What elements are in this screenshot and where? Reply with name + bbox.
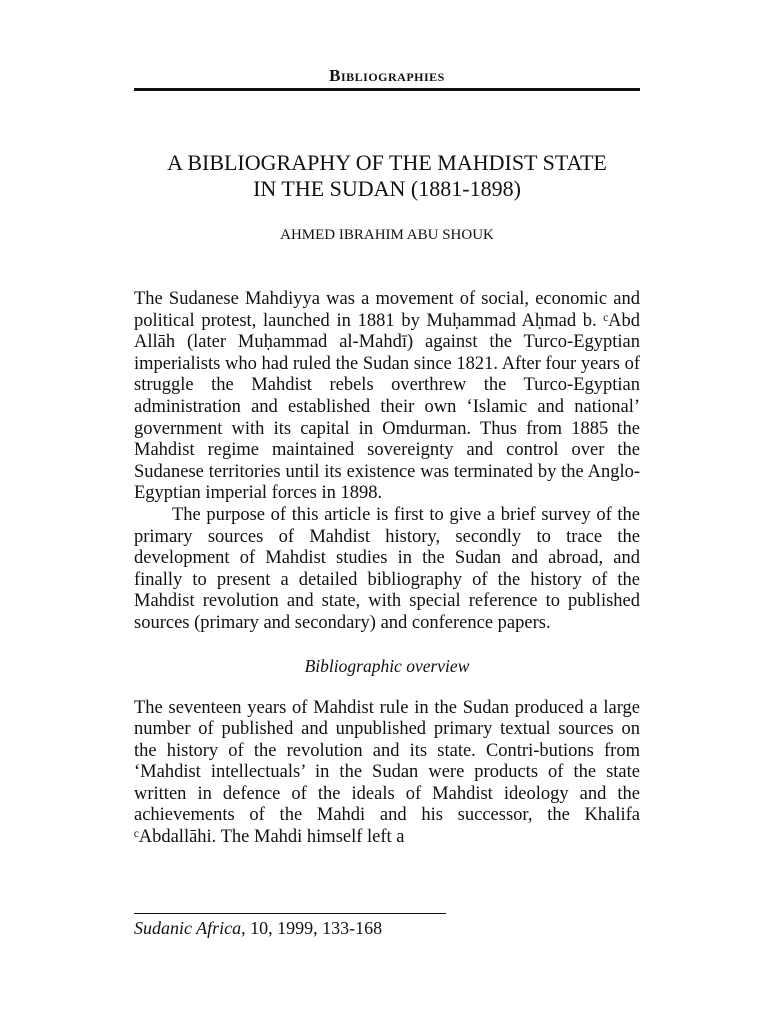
article-body <box>134 289 640 849</box>
section-heading: Bibliographic overview <box>304 655 470 676</box>
section-paragraph: The seventeen years of Mahdist rule in the Sudan produced a large number of published and unpublished primary textual sources on the history of the revolution and its state. Contri-butions from ‘Mahdist intellectuals’ in the Sudan were products of the state written in defence of the ideals of Mahdist ideology and the achievements of the Mahdi and his successor, the Khalifa ᶜAbdallāhi. The Mahdi himself left a <box>134 697 640 848</box>
header-rule <box>134 88 640 91</box>
running-header: Bibliographies <box>329 66 445 85</box>
journal-citation <box>134 917 382 939</box>
journal-page <box>134 0 640 1024</box>
article-author: AHMED IBRAHIM ABU SHOUK <box>280 227 494 243</box>
article-title-line-1: A BIBLIOGRAPHY OF THE MAHDIST STATE <box>167 150 607 175</box>
footnote-rule <box>134 913 446 914</box>
journal-name: Sudanic Africa <box>134 918 242 938</box>
body-paragraph-1: The Sudanese Mahdiyya was a movement of social, economic and political protest, launched in 1881 by Muḥammad Aḥmad b. ᶜAbd Allāh (later Muḥammad al-Mahdī) against the Turco-Egyptian imperialists who had ruled the Sudan since 1821. After four years of struggle the Mahdist rebels overthrew the Turco-Egyptian administration and established their own ‘Islamic and national’ government with its capital in Omdurman. Thus from 1885 the Mahdist regime maintained sovereignty and control over the Sudanese territories until its existence was terminated by the Anglo-Egyptian imperial forces in 1898. <box>134 289 640 504</box>
article-title <box>134 150 640 202</box>
article-title-line-2: IN THE SUDAN (1881-1898) <box>253 176 521 201</box>
body-paragraph-2: The purpose of this article is first to give a brief survey of the primary sources of Mahdist history, secondly to trace the development of Mahdist studies in the Sudan and abroad, and finally to present a detailed bibliography of the history of the Mahdist revolution and state, with special reference to published sources (primary and secondary) and conference papers. <box>134 504 640 633</box>
citation-details: , 10, 1999, 133-168 <box>241 918 383 938</box>
